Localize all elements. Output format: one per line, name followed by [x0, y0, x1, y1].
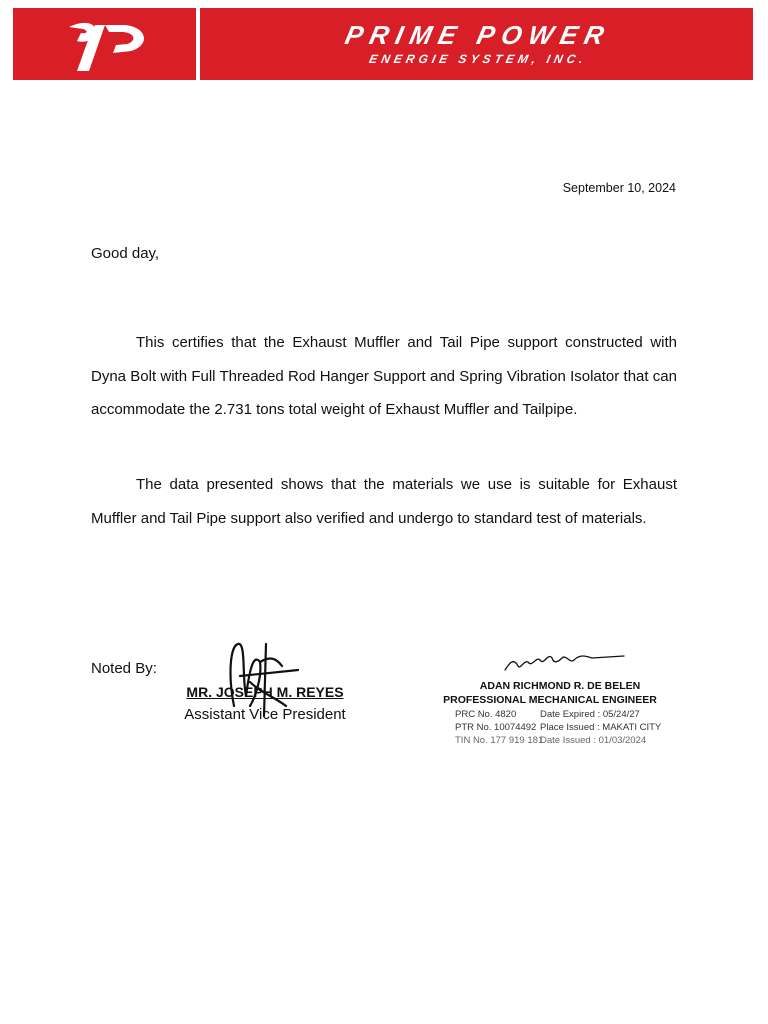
- engineer-name: ADAN RICHMOND R. DE BELEN: [479, 680, 641, 692]
- signatory-name: MR. JOSEPH M. REYES: [186, 684, 344, 700]
- prime-power-logo-icon: [65, 19, 155, 73]
- engineer-credential-row: [455, 722, 661, 733]
- letter-date: September 10, 2024: [562, 181, 676, 195]
- brand-subtitle: ENERGIE SYSTEM, INC.: [367, 52, 589, 66]
- signatory-title: Assistant Vice President: [184, 706, 346, 723]
- credential-right: Date Issued : 01/03/2024: [540, 735, 647, 746]
- credential-left: TIN No. 177 919 181: [455, 735, 544, 746]
- header-logo-panel: [13, 8, 196, 80]
- engineer-credential-row: [455, 709, 640, 720]
- credential-right: Place Issued : MAKATI CITY: [540, 722, 662, 733]
- credential-right: Date Expired : 05/24/27: [540, 709, 640, 720]
- brand-name: PRIME POWER: [342, 20, 614, 50]
- paragraph-certification: This certifies that the Exhaust Muffler and Tail Pipe support constructed with Dyna Bolt with Full Threaded Rod Hanger Support and Spring Vibration Isolator that can accommodate the 2.731 tons total weight of Exhaust Muffler and Tailpipe.: [91, 334, 677, 418]
- credential-left: PRC No. 4820: [455, 709, 517, 720]
- signature-de-belen: [500, 640, 630, 680]
- credential-left: PTR No. 10074492: [455, 722, 537, 733]
- paragraph-materials: The data presented shows that the materials we use is suitable for Exhaust Muffler and Tail Pipe support also verified and undergo to standard test of materials.: [91, 476, 677, 527]
- engineer-credential-row: [455, 735, 646, 746]
- greeting: Good day,: [91, 245, 160, 262]
- header-brand-panel: [200, 8, 753, 80]
- noted-by-label: Noted By:: [91, 660, 157, 677]
- engineer-title: PROFESSIONAL MECHANICAL ENGINEER: [443, 694, 657, 706]
